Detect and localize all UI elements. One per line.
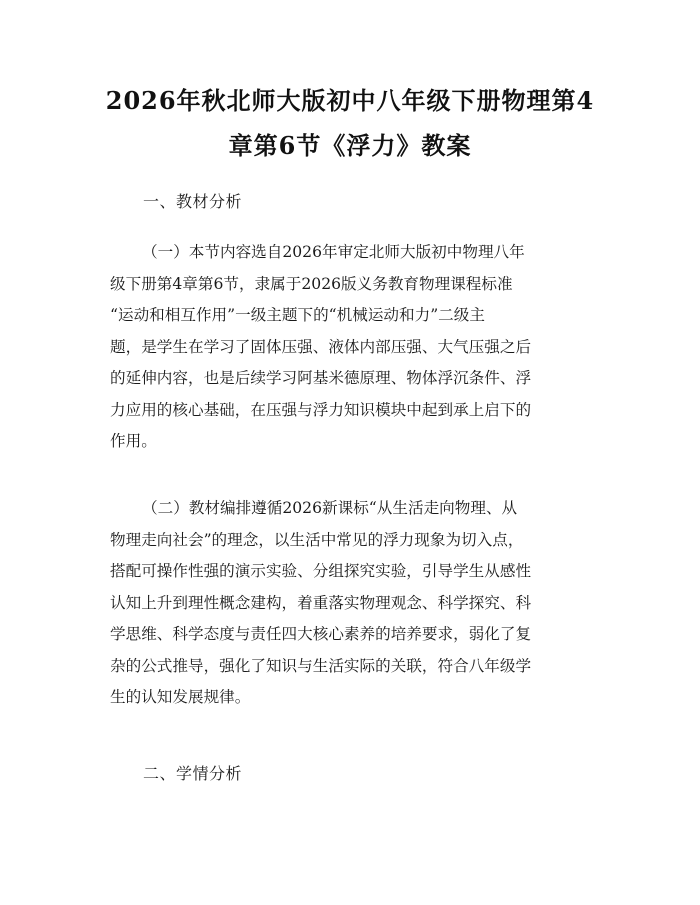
paragraph-line: 作用。 — [110, 432, 157, 450]
title-line-2: 章第6节《浮力》教案 — [228, 131, 472, 160]
paragraph-line: （二）教材编排遵循2026新课标“从生活走向物理、从 — [142, 499, 518, 517]
title-line-1: 2026年秋北师大版初中八年级下册物理第4 — [105, 86, 595, 115]
paragraph-line: 学思维、科学态度与责任四大核心素养的培养要求，弱化了复 — [110, 625, 532, 643]
paragraph-line: 的延伸内容，也是后续学习阿基米德原理、物体浮沉条件、浮 — [110, 369, 532, 387]
paragraph-line: 搭配可操作性强的演示实验、分组探究实验，引导学生从感性 — [110, 562, 532, 580]
paragraph-line: 生的认知发展规律。 — [110, 688, 251, 706]
section-heading-student-analysis: 二、学情分析 — [143, 764, 243, 783]
paragraph-line: （一）本节内容选自2026年审定北师大版初中物理八年 — [142, 243, 525, 261]
paragraph-line: 物理走向社会”的理念，以生活中常见的浮力现象为切入点， — [110, 530, 524, 549]
section-heading-materials-analysis: 一、教材分析 — [143, 192, 243, 211]
paragraph-line: 认知上升到理性概念建构，着重落实物理观念、科学探究、科 — [110, 593, 532, 612]
paragraph-line: 级下册第4章第6节，隶属于2026版义务教育物理课程标准 — [110, 274, 513, 293]
paragraph-line: 杂的公式推导，强化了知识与生活实际的关联，符合八年级学 — [110, 656, 532, 675]
paragraph-materials-1 — [110, 237, 600, 458]
paragraph-materials-2 — [110, 493, 600, 714]
paragraph-line: “运动和相互作用”一级主题下的“机械运动和力”二级主 — [110, 306, 485, 324]
paragraph-line: 题，是学生在学习了固体压强、液体内部压强、大气压强之后 — [110, 337, 532, 356]
document-title — [98, 78, 602, 168]
paragraph-line: 力应用的核心基础，在压强与浮力知识模块中起到承上启下的 — [110, 400, 532, 419]
